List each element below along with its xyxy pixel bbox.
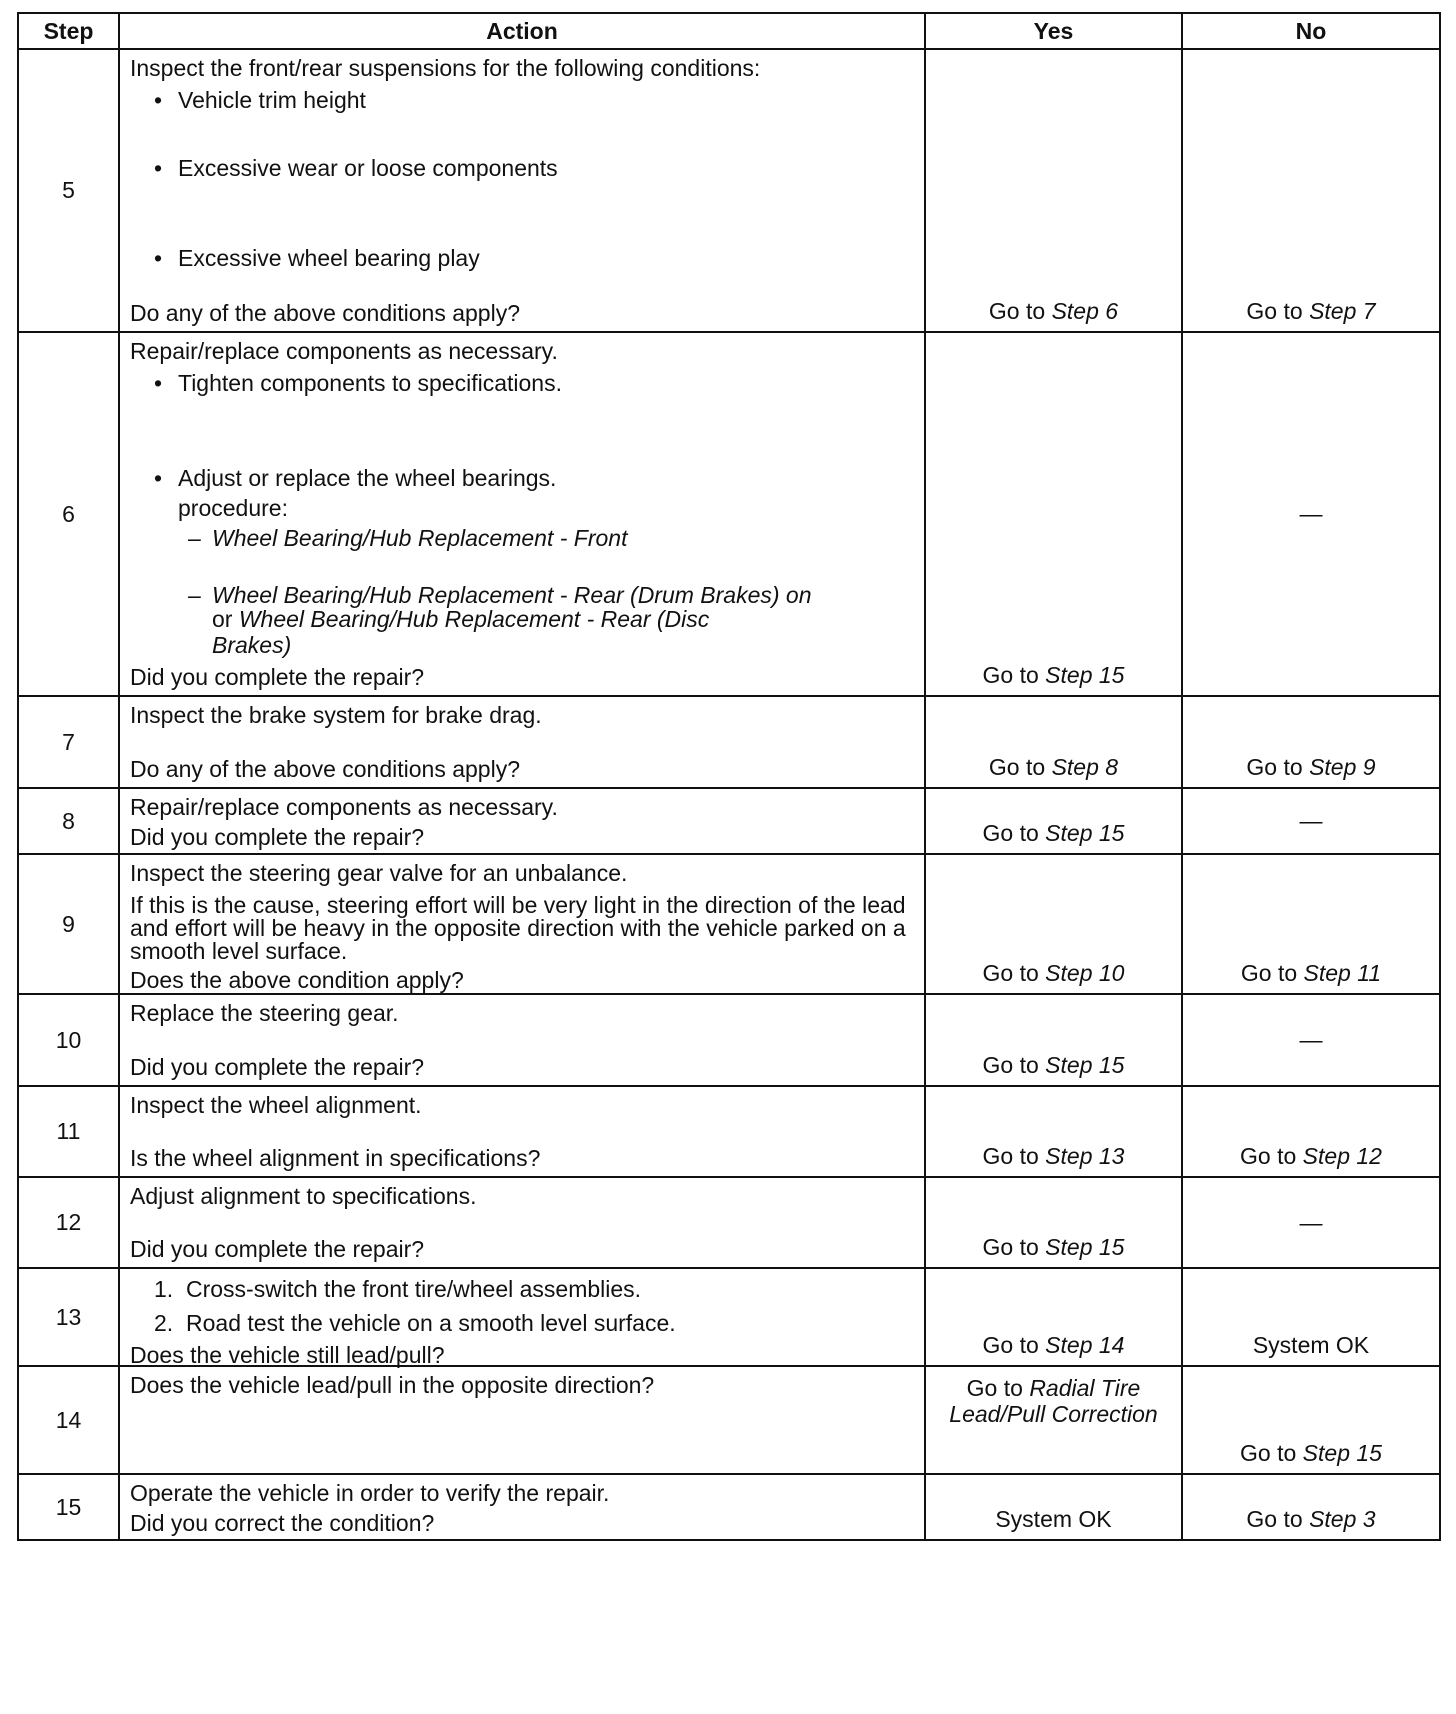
no-cell: [1182, 994, 1440, 1086]
action-cell: [119, 332, 925, 696]
action-question: Did you complete the repair?: [130, 1236, 425, 1262]
no-cell: [1182, 1366, 1440, 1474]
no-result: Go to Step 11: [1240, 960, 1382, 986]
no-cell: [1182, 696, 1440, 788]
no-cell: [1182, 332, 1440, 696]
yes-result: Go to Radial Tire Lead/Pull Correction: [949, 1375, 1158, 1427]
table-row: [18, 788, 1440, 854]
bullet-icon: •: [154, 245, 163, 271]
no-result: —: [1299, 500, 1323, 527]
list-item: • Vehicle trim height: [154, 87, 366, 113]
yes-result: Go to Step 15: [982, 820, 1125, 846]
table-row: [18, 994, 1440, 1086]
yes-result: Go to Step 15: [982, 1052, 1125, 1078]
no-result: Go to Step 9: [1246, 754, 1376, 780]
action-cell: [119, 1268, 925, 1366]
list-item: 1. Cross-switch the front tire/wheel assemblies.: [154, 1276, 642, 1302]
action-cell: [119, 696, 925, 788]
step-number: 13: [18, 1268, 119, 1366]
yes-cell: [925, 788, 1182, 854]
table-row: [18, 49, 1440, 332]
action-intro: Repair/replace components as necessary.: [130, 794, 558, 820]
action-question: Does the vehicle lead/pull in the opposite direction?: [130, 1372, 655, 1398]
no-cell: [1182, 788, 1440, 854]
table-row: [18, 696, 1440, 788]
step-number: 15: [18, 1474, 119, 1540]
step-number: 5: [18, 49, 119, 332]
action-cell: [119, 854, 925, 994]
no-result: Go to Step 7: [1246, 298, 1376, 324]
header-step: Step: [18, 13, 119, 49]
action-cell: [119, 1474, 925, 1540]
action-cell: [119, 788, 925, 854]
yes-result: Go to Step 6: [988, 298, 1119, 324]
action-question: Did you complete the repair?: [130, 664, 425, 690]
step-number: 6: [18, 332, 119, 696]
no-result: Go to Step 15: [1240, 1440, 1382, 1466]
header-no: No: [1182, 13, 1440, 49]
no-cell: [1182, 49, 1440, 332]
no-result: Go to Step 12: [1240, 1143, 1382, 1169]
step-number: 10: [18, 994, 119, 1086]
list-item: • Tighten components to specifications.: [154, 370, 562, 396]
action-intro: Inspect the brake system for brake drag.: [130, 702, 542, 728]
no-cell: [1182, 1474, 1440, 1540]
yes-cell: [925, 1268, 1182, 1366]
no-result: —: [1299, 1209, 1323, 1235]
no-cell: [1182, 1268, 1440, 1366]
action-question: Did you complete the repair?: [130, 824, 425, 850]
action-intro: Inspect the steering gear valve for an unbalance.: [130, 860, 628, 886]
procedure-link[interactable]: – Wheel Bearing/Hub Replacement - Rear (Drum Brakes) on: [188, 582, 812, 608]
yes-cell: [925, 696, 1182, 788]
no-cell: [1182, 1177, 1440, 1268]
table-row: [18, 1268, 1440, 1366]
no-result: —: [1299, 807, 1323, 834]
action-intro: Adjust alignment to specifications.: [130, 1183, 477, 1209]
no-result: Go to Step 3: [1246, 1506, 1376, 1532]
list-item: • Excessive wear or loose components: [154, 155, 558, 181]
step-number: 14: [18, 1366, 119, 1474]
action-intro: Repair/replace components as necessary.: [130, 338, 558, 364]
step-number: 9: [18, 854, 119, 994]
diagnostic-table: [17, 12, 1441, 1541]
bullet-icon: •: [154, 370, 163, 396]
yes-result: Go to Step 15: [982, 662, 1125, 688]
no-result: System OK: [1252, 1332, 1370, 1358]
step-number: 11: [18, 1086, 119, 1177]
action-cell: [119, 1086, 925, 1177]
action-intro: Replace the steering gear.: [130, 1000, 399, 1026]
action-question: Do any of the above conditions apply?: [130, 300, 520, 326]
step-number: 8: [18, 788, 119, 854]
action-question: Does the above condition apply?: [130, 967, 464, 993]
header-action: Action: [119, 13, 925, 49]
no-cell: [1182, 1086, 1440, 1177]
action-intro: Operate the vehicle in order to verify the repair.: [130, 1480, 610, 1506]
action-question: Did you correct the condition?: [130, 1510, 435, 1536]
yes-result: System OK: [995, 1506, 1112, 1532]
action-question: Do any of the above conditions apply?: [130, 756, 520, 782]
yes-result: Go to Step 8: [988, 754, 1119, 780]
no-result: —: [1299, 1026, 1323, 1053]
action-cell: [119, 1177, 925, 1268]
yes-cell: [925, 49, 1182, 332]
action-intro: Inspect the wheel alignment.: [130, 1092, 422, 1118]
yes-result: Go to Step 14: [982, 1332, 1125, 1358]
yes-cell: [925, 1474, 1182, 1540]
procedure-link[interactable]: – Wheel Bearing/Hub Replacement - Front: [188, 524, 628, 551]
no-cell: [1182, 854, 1440, 994]
action-detail: If this is the cause, steering effort will be very light in the direction of the lead and effort will be heavy in the opposite direction with the vehicle parked on a smooth level surface.: [130, 892, 906, 964]
action-question: Does the vehicle still lead/pull?: [130, 1342, 445, 1368]
bullet-icon: •: [154, 87, 163, 113]
yes-cell: [925, 854, 1182, 994]
yes-cell: [925, 1366, 1182, 1474]
action-cell: [119, 1366, 925, 1474]
table-row: [18, 332, 1440, 696]
list-item: 2. Road test the vehicle on a smooth level surface.: [154, 1310, 676, 1336]
list-item: • Adjust or replace the wheel bearings.: [154, 464, 557, 491]
bullet-icon: •: [154, 155, 163, 181]
step-number: 12: [18, 1177, 119, 1268]
action-question: Did you complete the repair?: [130, 1054, 425, 1080]
list-item: • Excessive wheel bearing play: [154, 245, 480, 271]
procedure-label: procedure:: [178, 494, 288, 521]
table-row: [18, 1366, 1440, 1474]
yes-result: Go to Step 15: [982, 1234, 1125, 1260]
action-question: Is the wheel alignment in specifications?: [130, 1145, 541, 1171]
bullet-icon: •: [154, 464, 163, 491]
action-cell: [119, 49, 925, 332]
table-row: [18, 1086, 1440, 1177]
table-row: [18, 1474, 1440, 1540]
yes-cell: [925, 994, 1182, 1086]
yes-cell: [925, 1177, 1182, 1268]
header-yes: Yes: [925, 13, 1182, 49]
procedure-link[interactable]: or Wheel Bearing/Hub Replacement - Rear (Disc Brakes): [212, 606, 710, 658]
action-cell: [119, 994, 925, 1086]
yes-cell: [925, 1086, 1182, 1177]
yes-result: Go to Step 10: [982, 960, 1125, 986]
table-row: [18, 1177, 1440, 1268]
action-intro: Inspect the front/rear suspensions for the following conditions:: [130, 55, 761, 81]
yes-cell: [925, 332, 1182, 696]
table-row: [18, 854, 1440, 994]
yes-result: Go to Step 13: [982, 1143, 1125, 1169]
header-row: [18, 13, 1440, 49]
step-number: 7: [18, 696, 119, 788]
